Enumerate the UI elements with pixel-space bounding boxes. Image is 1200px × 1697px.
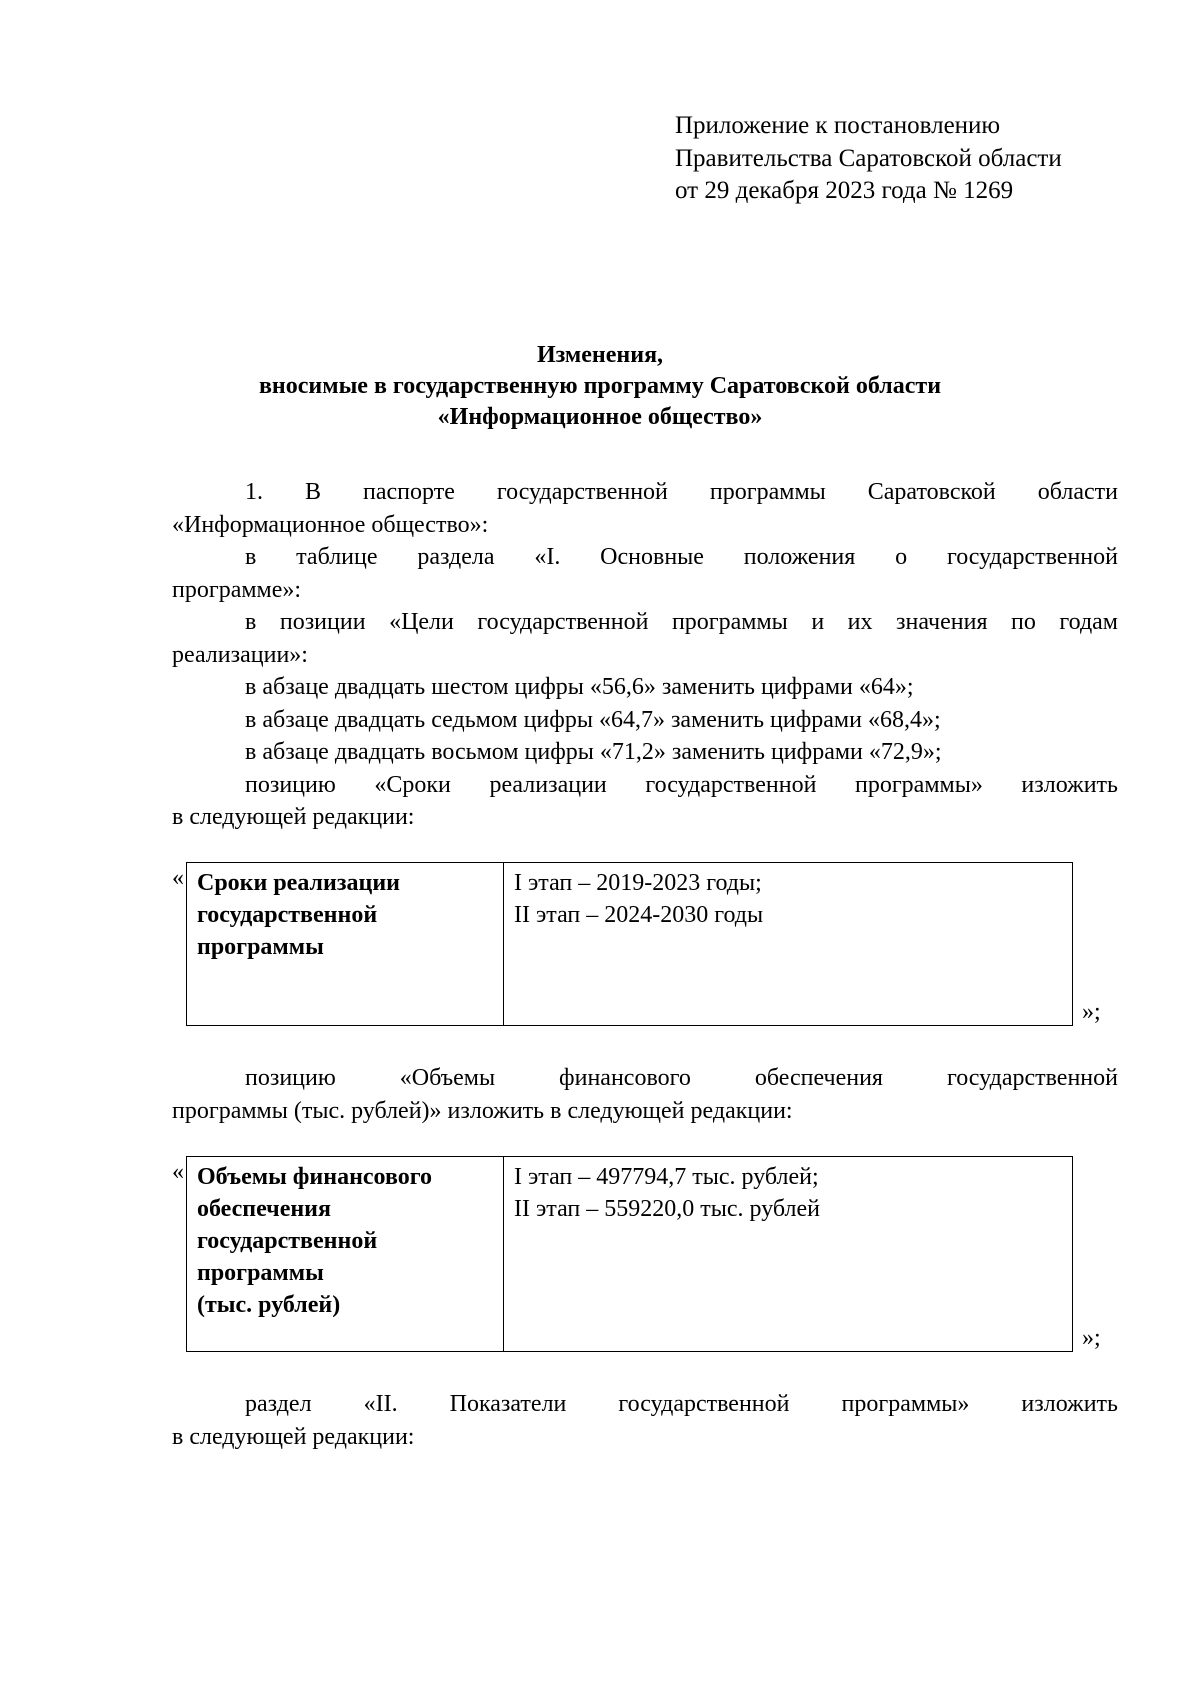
paragraph-line: программе»: [172, 576, 302, 603]
paragraph-line: в абзаце двадцать седьмом цифры «64,7» заменить цифрами «68,4»; [245, 706, 941, 733]
attachment-line: Правительства Саратовской области [675, 144, 1062, 172]
title-line: Изменения, [536, 342, 664, 368]
cell-line: I этап – 2019-2023 годы; [514, 870, 762, 896]
cell-line: II этап – 2024-2030 годы [514, 902, 764, 928]
paragraph-line: позицию «Объемы финансового обеспечения государственной [245, 1065, 1118, 1091]
paragraph-line: раздел «II. Показатели государственной программы» изложить [245, 1391, 1118, 1417]
title-line: «Информационное общество» [437, 404, 763, 430]
cell-line: II этап – 559220,0 тыс. рублей [514, 1196, 820, 1222]
paragraph-line: в позиции «Цели государственной программы и их значения по годам [245, 609, 1118, 635]
paragraph-line: «Информационное общество»: [172, 511, 489, 538]
open-quote: « [172, 865, 184, 891]
attachment-line: Приложение к постановлению [675, 112, 1001, 139]
paragraph-line: реализации»: [172, 641, 308, 668]
term-table-value [504, 863, 1073, 1026]
close-quote: »; [1082, 1325, 1101, 1351]
paragraph-line: 1. В паспорте государственной программы Саратовской области [245, 479, 1118, 505]
amendment-text-block [172, 1388, 1118, 1453]
title-line: вносимые в государственную программу Саратовской области [258, 373, 942, 399]
cell-line: государственной [197, 1228, 378, 1254]
paragraph-line: в следующей редакции: [172, 804, 415, 830]
open-quote: « [172, 1159, 184, 1185]
paragraph-line: в следующей редакции: [172, 1423, 415, 1450]
cell-line: программы [197, 1260, 324, 1286]
cell-line: обеспечения [197, 1196, 331, 1222]
paragraph-line: в абзаце двадцать шестом цифры «56,6» заменить цифрами «64»; [245, 674, 914, 700]
cell-line: Объемы финансового [197, 1164, 433, 1190]
cell-line: программы [197, 934, 324, 960]
attachment-line: от 29 декабря 2023 года № 1269 [675, 177, 1014, 204]
funding-table-label [187, 1157, 504, 1352]
funding-table-value [504, 1157, 1073, 1352]
paragraph-line: позицию «Сроки реализации государственной программы» изложить [245, 771, 1118, 798]
amendment-text-block [172, 476, 1118, 834]
paragraph-line: в абзаце двадцать восьмом цифры «71,2» заменить цифрами «72,9»; [245, 739, 942, 765]
paragraph-line: в таблице раздела «I. Основные положения о государственной [245, 544, 1118, 570]
paragraph-line: программы (тыс. рублей)» изложить в следующей редакции: [172, 1097, 793, 1124]
attachment-header [675, 110, 1155, 208]
document-title [0, 340, 1200, 433]
amendment-text-block [172, 1062, 1118, 1127]
cell-line: государственной [197, 902, 378, 928]
cell-line: I этап – 497794,7 тыс. рублей; [514, 1164, 819, 1190]
cell-line: Сроки реализации [197, 870, 400, 896]
close-quote: »; [1082, 999, 1101, 1025]
term-table [186, 862, 1073, 1026]
cell-line: (тыс. рублей) [197, 1292, 341, 1318]
term-table-label [187, 863, 504, 1026]
funding-table [186, 1156, 1073, 1352]
